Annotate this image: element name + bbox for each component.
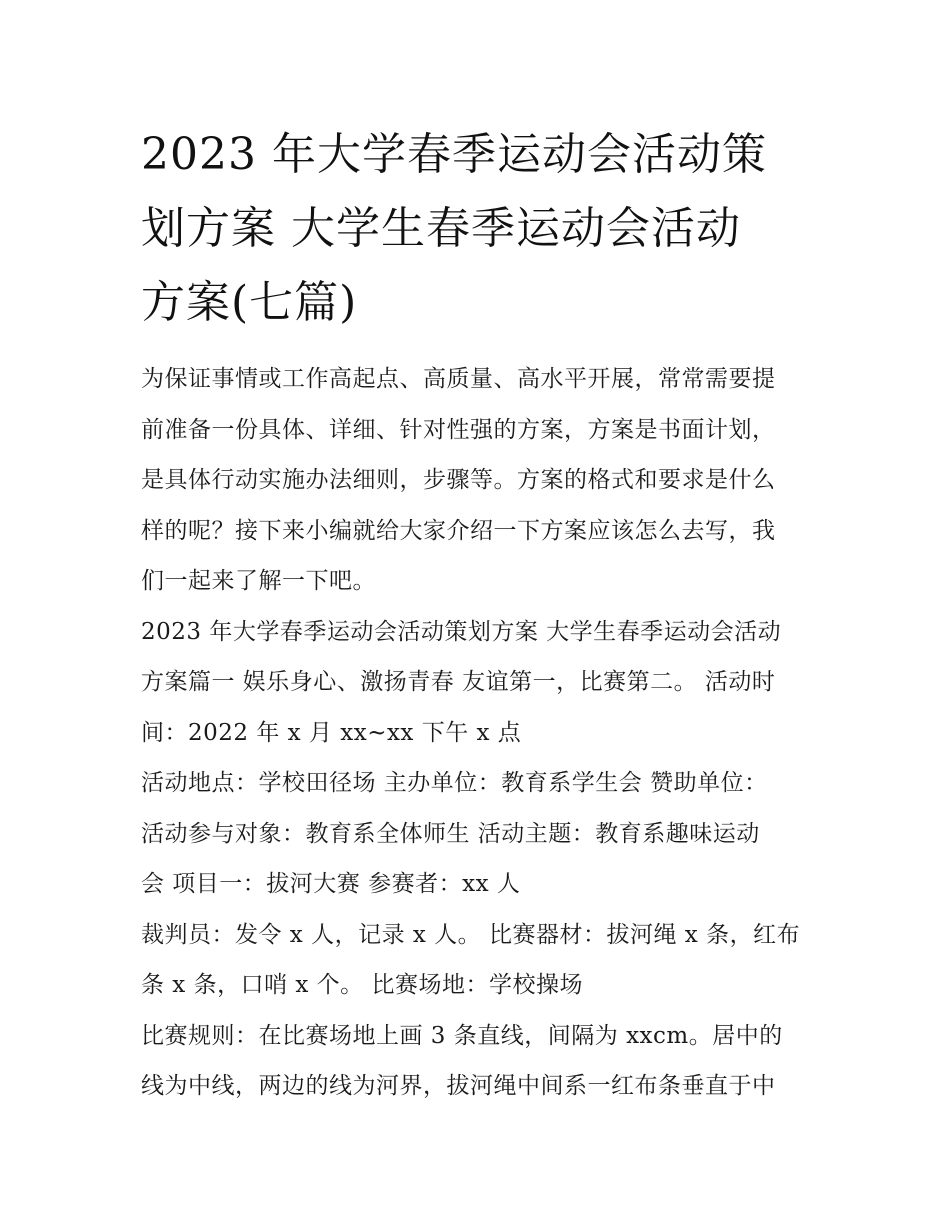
document-title xyxy=(141,118,821,340)
body-line: 间：2022 年 x 月 xx~xx 下午 x 点 xyxy=(141,719,522,746)
body-line: 是具体行动实施办法细则，步骤等。方案的格式和要求是什么 xyxy=(141,467,776,493)
body-line: 们一起来了解一下吧。 xyxy=(141,568,376,594)
body-line: 裁判员：发令 x 人，记录 x 人。 比赛器材：拔河绳 x 条，红布 xyxy=(141,921,801,948)
body-line: 线为中线，两边的线为河界，拔河绳中间系一红布条垂直于中 xyxy=(141,1073,776,1099)
body-line: 样的呢？接下来小编就给大家介绍一下方案应该怎么去写，我 xyxy=(141,517,776,544)
body-line: 比赛规则：在比赛场地上画 3 条直线，间隔为 xxcm。居中的 xyxy=(141,1022,783,1049)
title-line-2: 划方案 大学生春季运动会活动 xyxy=(141,203,741,254)
document-page xyxy=(141,118,821,1112)
body-line: 2023 年大学春季运动会活动策划方案 大学生春季运动会活动 xyxy=(141,618,782,645)
body-line: 前准备一份具体、详细、针对性强的方案，方案是书面计划， xyxy=(141,416,776,443)
body-line: 会 项目一：拔河大赛 参赛者：xx 人 xyxy=(141,871,521,897)
title-line-1: 2023 年大学春季运动会活动策 xyxy=(141,129,767,180)
body-line: 方案篇一 娱乐身心、激扬青春 友谊第一，比赛第二。 活动时 xyxy=(141,669,776,695)
body-line: 活动地点：学校田径场 主办单位：教育系学生会 赞助单位： xyxy=(141,770,768,796)
body-line: 活动参与对象：教育系全体师生 活动主题：教育系趣味运动 xyxy=(141,820,760,847)
body-line: 为保证事情或工作高起点、高质量、高水平开展，常常需要提 xyxy=(141,366,776,392)
document-body xyxy=(141,354,821,1112)
body-line: 条 x 条，口哨 x 个。 比赛场地：学校操场 xyxy=(141,972,583,998)
title-line-3: 方案(七篇) xyxy=(141,277,358,328)
